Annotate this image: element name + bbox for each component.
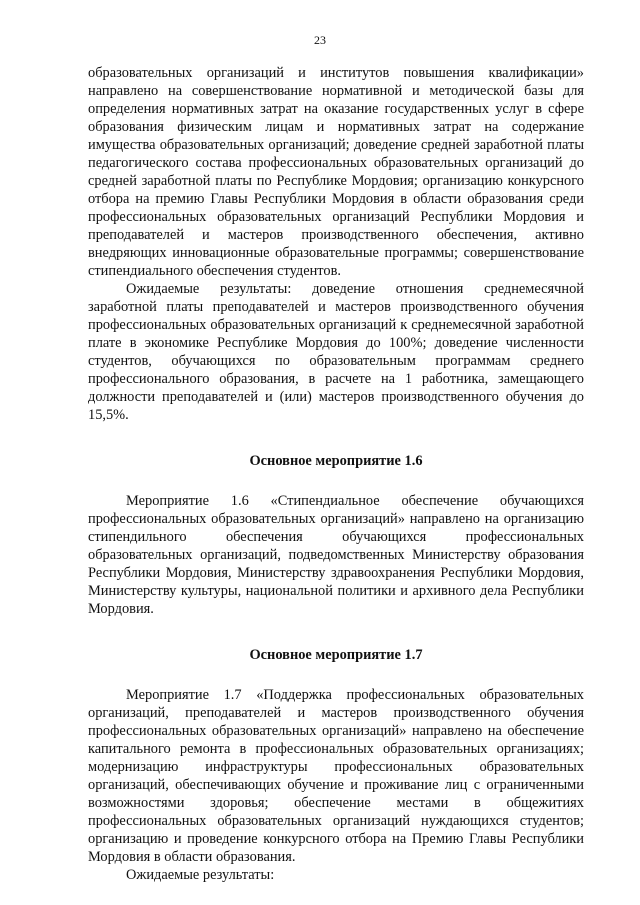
section-heading-1-7: Основное мероприятие 1.7 [249, 647, 423, 663]
paragraph-expected-results-1-5: Ожидаемые результаты: доведение отношения среднемесячной заработной платы преподавателей и мастеров производственного обучения профессиональных образовательных организаций к среднемесячной заработной плате в экономике Республике Мордовия до 100%; доведение численности студентов, обучающихся по образовательным программам среднего профессионального образования, в расчете на 1 работника, замещающего должности преподавателей и (или) мастеров производственного обучения до 15,5%. [88, 281, 584, 423]
section-heading-1-6: Основное мероприятие 1.6 [249, 453, 423, 469]
spacer [88, 618, 584, 646]
spacer [88, 424, 584, 452]
paragraph-expected-results-1-7: Ожидаемые результаты: [126, 867, 275, 883]
paragraph-measure-1-7: Мероприятие 1.7 «Поддержка профессиональных образовательных организаций, преподавателей и мастеров производственного обучения профессиональных образовательных организаций» направлено на обеспечение капитального ремонта в профессиональных образовательных организациях; модернизацию инфраструктуры профессиональных образовательных организаций, обеспечивающих обучение и проживание лиц с ограниченными возможностями здоровья; обеспечение местами в общежитиях профессиональных образовательных организаций нуждающихся студентов; организацию и проведение конкурсного отбора на Премию Главы Республики Мордовия в области образования. [88, 687, 584, 865]
spacer [88, 470, 584, 492]
page-number: 23 [314, 33, 326, 47]
document-body [88, 64, 584, 884]
paragraph-measure-1-6: Мероприятие 1.6 «Стипендиальное обеспечение обучающихся профессиональных образовательных организаций» направлено на организацию стипендильного обеспечения обучающихся профессиональных образовательных организаций, подведомственных Министерству образования Республики Мордовия, Министерству здравоохранения Республики Мордовия, Министерству культуры, национальной политики и архивного дела Республики Мордовия. [88, 493, 584, 617]
spacer [88, 664, 584, 686]
paragraph-continuation: образовательных организаций и институтов повышения квалификации» направлено на совершенствование нормативной и методической базы для определения нормативных затрат на оказание государственных услуг в сфере образования физическим лицам и нормативных затрат на содержание имущества образовательных организаций; доведение средней заработной платы педагогического состава профессиональных образовательных организаций до средней заработной платы по Республике Мордовия; организацию конкурсного отбора на премию Главы Республики Мордовия в области образования среди профессиональных образовательных организаций Республики Мордовия и преподавателей и мастеров производственного обеспечения, активно внедряющих инновационные образовательные программы; совершенствование стипендиального обеспечения студентов. [88, 65, 584, 279]
